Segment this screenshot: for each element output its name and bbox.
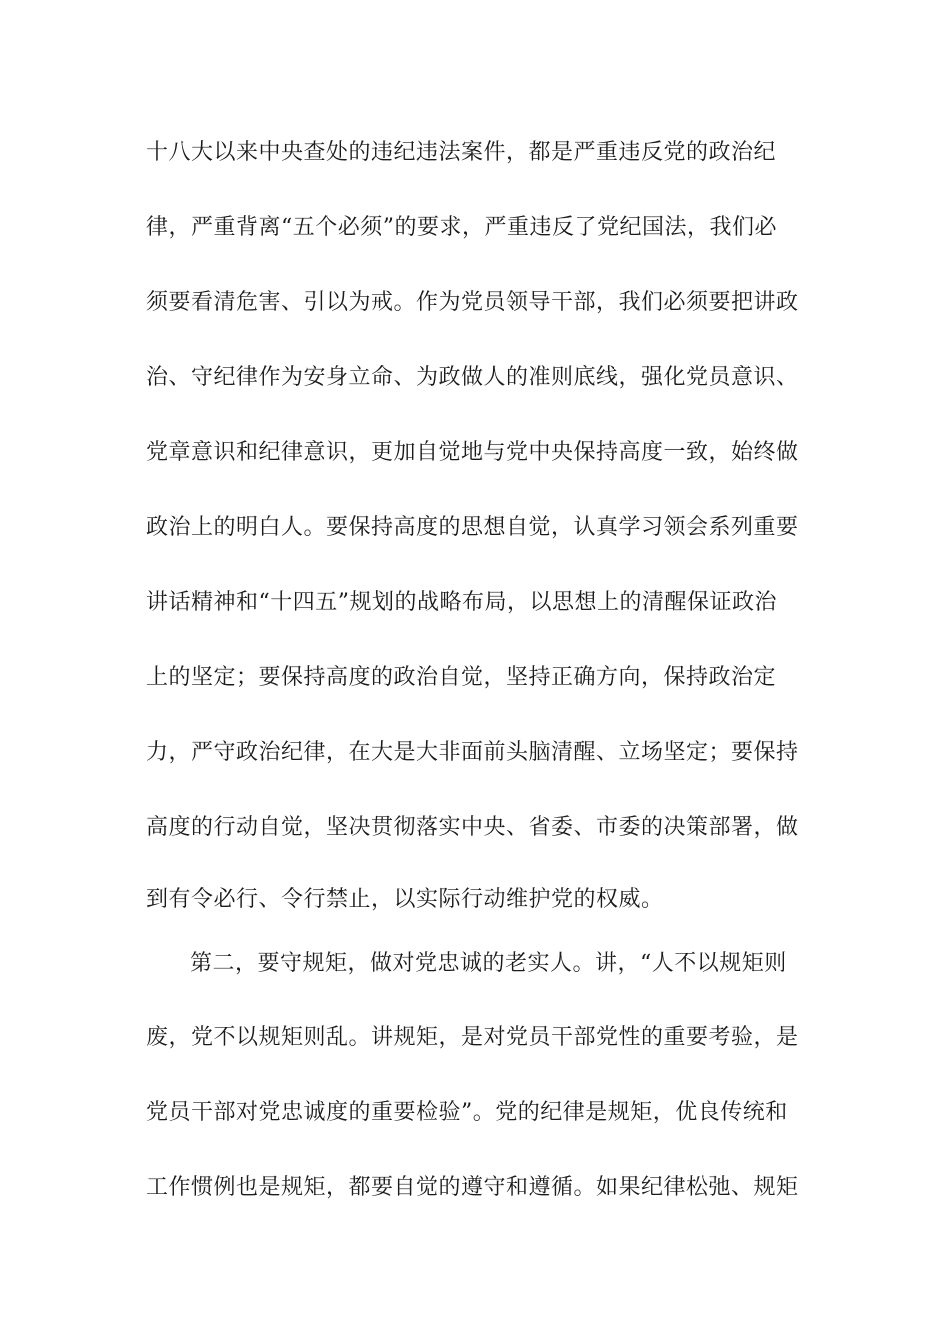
text-line: 废，党不以规矩则乱。讲规矩，是对党员干部党性的重要考验，是: [146, 1025, 799, 1050]
paragraph-start-line: 第二，要守规矩，做对党忠诚的老实人。讲，“人不以规矩则: [190, 951, 787, 976]
text-line: 党员干部对党忠诚度的重要检验”。党的纪律是规矩，优良传统和: [146, 1100, 788, 1125]
text-line: 讲话精神和“十四五”规划的战略布局，以思想上的清醒保证政治: [146, 590, 777, 615]
text-line: 力，严守政治纪律，在大是大非面前头脑清醒、立场坚定；要保持: [146, 740, 799, 765]
text-line: 律，严重背离“五个必须”的要求，严重违反了党纪国法，我们必: [146, 215, 777, 240]
text-line: 到有令必行、令行禁止，以实际行动维护党的权威。: [146, 887, 664, 912]
text-line: 上的坚定；要保持高度的政治自觉，坚持正确方向，保持政治定: [146, 665, 777, 690]
text-line: 高度的行动自觉，坚决贯彻落实中央、省委、市委的决策部署，做: [146, 815, 799, 840]
text-line: 政治上的明白人。要保持高度的思想自觉，认真学习领会系列重要: [146, 515, 799, 540]
text-line: 工作惯例也是规矩，都要自觉的遵守和遵循。如果纪律松弛、规矩: [146, 1175, 799, 1200]
text-line: 党章意识和纪律意识，更加自觉地与党中央保持高度一致，始终做: [146, 440, 799, 465]
text-line: 治、守纪律作为安身立命、为政做人的准则底线，强化党员意识、: [146, 365, 799, 390]
text-line: 须要看清危害、引以为戒。作为党员领导干部，我们必须要把讲政: [146, 290, 799, 315]
text-line: 十八大以来中央查处的违纪违法案件，都是严重违反党的政治纪: [146, 140, 777, 165]
